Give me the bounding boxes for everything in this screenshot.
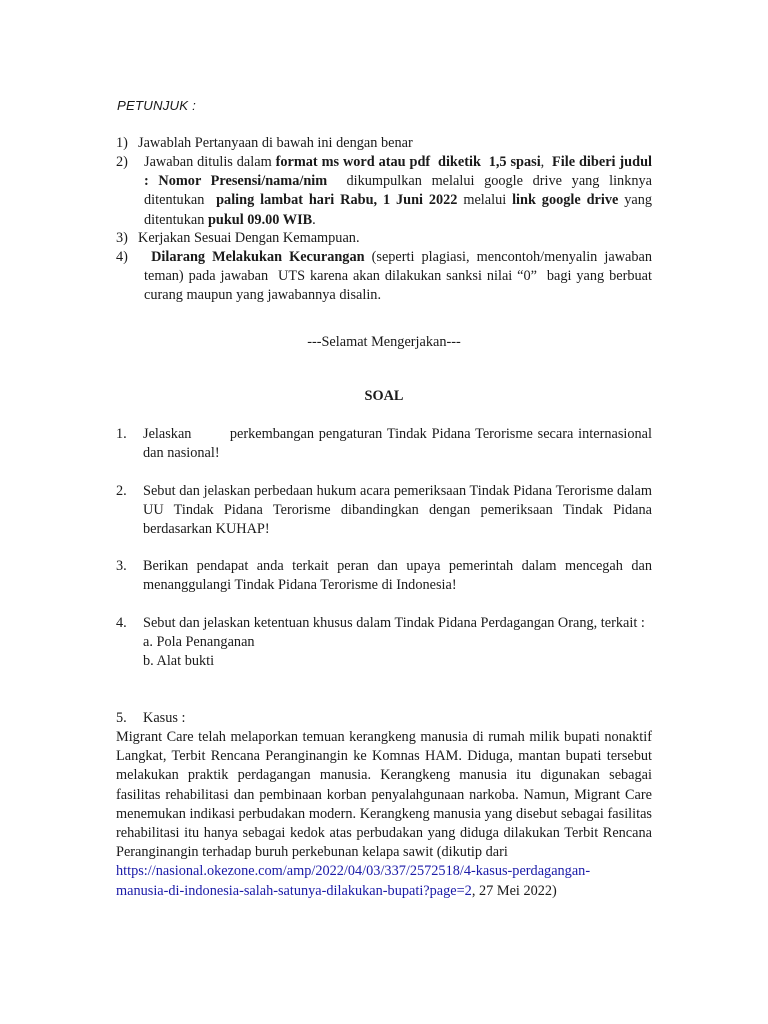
question-4-sub-item-b: b. Alat bukti <box>143 653 215 670</box>
instruction-item-4 <box>116 248 652 306</box>
case-text: Migrant Care telah melaporkan temuan kerangkeng manusia di rumah milik bupati nonaktif Langkat, Terbit Rencana Peranginangin ke Komnas HAM. Diduga, mantan bupati tersebut melakukan praktik perdagangan manusia. Kerangkeng manusia itu digunakan sebagai fasilitas rehabilitasi dan pembinaan korban penyalahgunaan narkoba. Namun, Migrant Care menemukan indikasi perbudakan modern. Kerangkeng manusia yang disebut sebagai fasilitas rehabilitasi itu hanya sebagai kedok atas perbudakan yang diduga dilakukan Terbit Rencana Peranginangin terhadap buruh perkebunan kelapa sawit (dikutip dari <box>116 729 652 861</box>
instruction-number: 3) <box>116 230 128 246</box>
instruction-number: 2) <box>116 154 128 170</box>
instruction-text: Jawaban ditulis dalam format ms word atau pdf diketik 1,5 spasi, File diberi judul : Nomor Presensi/nama/nim dikumpulkan melalui google drive yang linknya ditentukan paling lambat hari Rabu, 1 Juni 2022 melalui link google drive yang ditentukan pukul 09.00 WIB. <box>144 154 653 228</box>
question-text: Sebut dan jelaskan perbedaan hukum acara pemeriksaan Tindak Pidana Terorisme dalam UU Tindak Pidana Terorisme dibandingkan dengan pemeriksaan Tindak Pidana berdasarkan KUHAP! <box>143 483 652 538</box>
question-4 <box>116 614 652 672</box>
instruction-item-3 <box>116 229 652 248</box>
instruction-number: 4) <box>116 249 128 265</box>
question-number: 1. <box>116 426 127 442</box>
question-4-sub-item-a: a. Pola Penanganan <box>143 634 255 651</box>
closing-greeting: ---Selamat Mengerjakan--- <box>307 334 461 350</box>
question-5-header <box>116 709 652 728</box>
source-link-line-1: https://nasional.okezone.com/amp/2022/04/03/337/2572518/4-kasus-perdagangan- <box>116 863 591 880</box>
question-3 <box>116 557 652 595</box>
instructions-heading: PETUNJUK : <box>117 98 196 113</box>
instruction-text: Kerjakan Sesuai Dengan Kemampuan. <box>138 230 360 246</box>
case-label: Kasus : <box>143 710 186 726</box>
instruction-item-2 <box>116 153 652 230</box>
instruction-text: Dilarang Melakukan Kecurangan (seperti plagiasi, mencontoh/menyalin jawaban teman) pada jawaban UTS karena akan dilakukan sanksi nilai “0” bagi yang berbuat curang maupun yang jawabannya disalin. <box>144 249 653 304</box>
question-number: 2. <box>116 483 127 499</box>
instruction-text: Jawablah Pertanyaan di bawah ini dengan benar <box>138 135 413 151</box>
question-number: 3. <box>116 558 127 574</box>
question-text: Berikan pendapat anda terkait peran dan upaya pemerintah dalam mencegah dan menanggulangi Tindak Pidana Terorisme di Indonesia! <box>143 558 652 594</box>
question-2 <box>116 482 652 540</box>
question-1 <box>116 425 652 463</box>
question-number: 4. <box>116 615 127 631</box>
instruction-item-1 <box>116 134 652 153</box>
source-date: , 27 Mei 2022) <box>471 882 557 899</box>
question-number: 5. <box>116 710 127 726</box>
instruction-number: 1) <box>116 135 128 151</box>
question-text: Jelaskan perkembangan pengaturan Tindak Pidana Terorisme secara internasional dan nasional! <box>143 426 652 462</box>
questions-title: SOAL <box>364 388 404 404</box>
case-text-block <box>116 728 652 901</box>
source-link-line-2: manusia-di-indonesia-salah-satunya-dilakukan-bupati?page=2 <box>116 882 472 899</box>
question-text: Sebut dan jelaskan ketentuan khusus dalam Tindak Pidana Perdagangan Orang, terkait : <box>143 615 645 631</box>
